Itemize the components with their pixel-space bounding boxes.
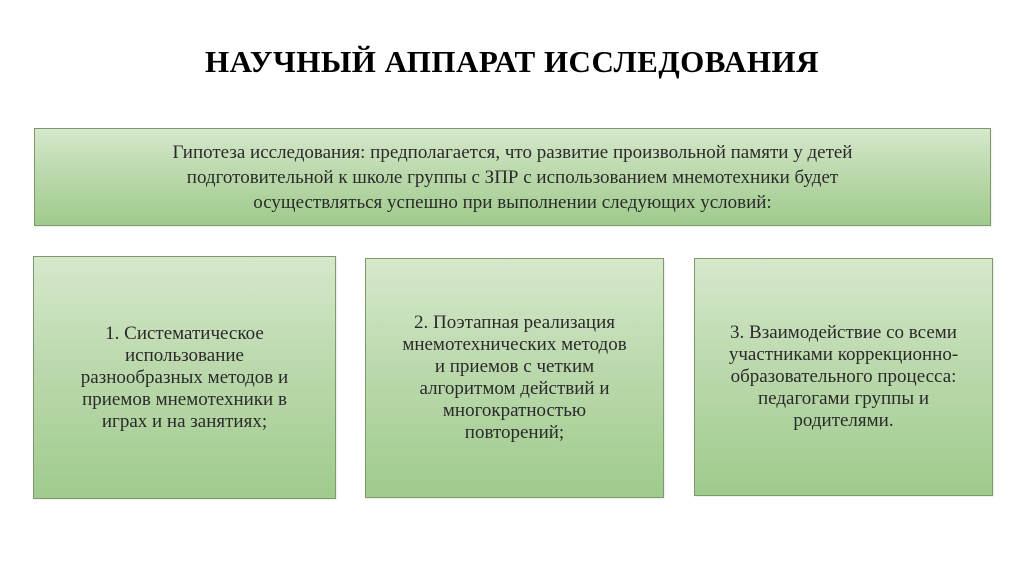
condition-line: 3. Взаимодействие со всеми: [730, 322, 957, 343]
condition-line: повторений;: [464, 422, 565, 443]
hypothesis-line: подготовительной к школе группы с ЗПР с использованием мнемотехники будет: [186, 166, 839, 188]
condition-line: и приемов с четким: [434, 356, 595, 377]
condition-line: приемов мнемотехники в: [82, 388, 287, 410]
condition-line: разнообразных методов и: [80, 366, 289, 388]
condition-text: [729, 322, 958, 432]
condition-line: образовательного процесса:: [730, 366, 957, 387]
condition-line: родителями.: [793, 410, 894, 431]
condition-line: играх и на занятиях;: [101, 410, 268, 432]
hypothesis-text: [173, 140, 853, 215]
condition-line: многократностью: [442, 400, 587, 421]
condition-line: 1. Систематическое: [105, 322, 264, 344]
condition-box-2: [365, 258, 664, 498]
hypothesis-line: Гипотеза исследования: предполагается, что развитие произвольной памяти у детей: [172, 141, 853, 163]
condition-text: [81, 323, 288, 433]
condition-line: использование: [125, 344, 244, 366]
condition-box-1: [33, 256, 336, 499]
condition-text: [402, 312, 626, 444]
condition-line: мнемотехнических методов: [402, 334, 627, 355]
slide-title: НАУЧНЫЙ АППАРАТ ИССЛЕДОВАНИЯ: [204, 44, 820, 79]
condition-line: алгоритмом действий и: [419, 378, 610, 399]
condition-line: педагогами группы и: [758, 388, 929, 409]
condition-line: 2. Поэтапная реализация: [413, 312, 615, 333]
hypothesis-box: [34, 128, 991, 226]
condition-line: участниками коррекционно-: [728, 344, 959, 365]
condition-box-3: [694, 258, 993, 496]
hypothesis-line: осуществляться успешно при выполнении следующих условий:: [253, 191, 772, 213]
